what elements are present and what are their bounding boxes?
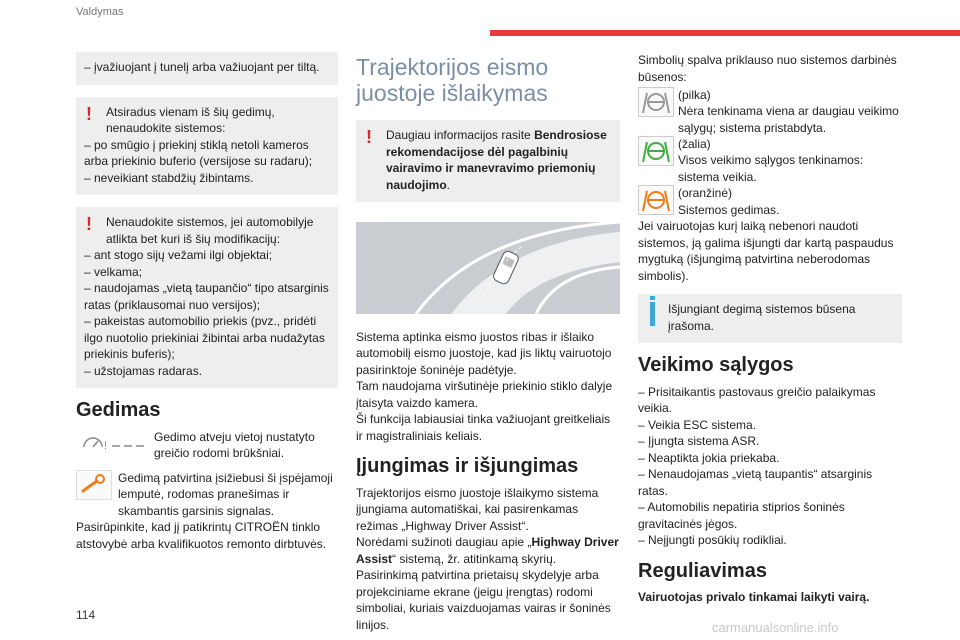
intro-box (76, 52, 338, 85)
section-title: Trajektorijos eismo juostoje išlaikymas (356, 54, 549, 106)
state-color-label: (pilka) (678, 88, 711, 102)
fault-row-lamp (76, 470, 338, 553)
condition-item: – Neaptikta jokia priekaba. (638, 450, 780, 465)
state-green (638, 136, 902, 185)
onoff-p2b: Highway Driver Assist (356, 535, 619, 566)
warning-lead: Atsiradus vienam iš šių gedimų, nenaudokite sistemos: (106, 104, 275, 135)
warning-item: – po smūgio į priekinį stiklą netoli kameros arba priekinio buferio (versijose su radaru); (84, 137, 313, 168)
lane-keeping-icon (638, 136, 674, 166)
condition-item: – Įjungta sistema ASR. (638, 434, 760, 448)
state-grey (638, 87, 902, 136)
column-1 (76, 52, 338, 552)
fault-text-dealer: Pasirūpinkite, kad jį patikrintų CITROËN tinklo atstovybė arba kvalifikuotos remonto dirbtuvės. (76, 520, 327, 551)
warning-box-modifications (76, 207, 338, 388)
warning-box-faults (76, 97, 338, 196)
section-header: Valdymas (76, 6, 124, 18)
warning-lead: Nenaudokite sistemos, jei automobilyje atlikta bet kuri iš šių modifikacijų: (106, 215, 314, 246)
description (356, 329, 620, 445)
condition-item: – Veikia ESC sistema. (638, 417, 757, 432)
condition-item: – Nenaudojamas „vietą taupantis“ atsarginis ratas. (638, 467, 873, 498)
warning-item: – naudojamas „vietą taupančio“ tipo atsarginis ratas (priklausomai nuo versijos); (84, 281, 329, 312)
adjust-heading: Reguliavimas (638, 559, 767, 582)
note-text (364, 127, 612, 193)
note-bold: Bendrosiose rekomendacijose dėl pagalbinių vairavimo ir manevravimo priemonių naudojimo (386, 128, 607, 192)
warning-exclamation-icon: ! (366, 127, 372, 147)
disable-text: Jei vairuotojas kurį laiką nebenori naudoti sistemos, ją galima išjungti dar kartą paspaudus mygtuką (išjungimą patvirtina neberodomas simbolis). (638, 219, 894, 283)
header-accent-bar (490, 30, 960, 36)
state-color-label: (oranžinė) (678, 186, 733, 200)
warning-item: – neveikiant stabdžių žibintams. (84, 170, 254, 185)
onoff-p2c: “ sistemą, žr. atitinkamą skyrių. (392, 551, 557, 566)
lane-keeping-icon (638, 87, 674, 117)
column-2 (356, 52, 620, 633)
state-desc: Sistemos gedimas. (678, 202, 780, 217)
onoff-heading: Įjungimas ir išjungimas (356, 455, 579, 477)
fault-row-speed (76, 429, 338, 462)
warning-item: – velkama; (84, 264, 143, 279)
state-desc: Visos veikimo sąlygos tenkinamos: sistema veikia. (678, 153, 864, 184)
onoff-p2a: Norėdami sužinoti daugiau apie „ (356, 535, 532, 549)
condition-item: – Prisitaikantis pastovaus greičio palaikymas veikia. (638, 384, 876, 415)
watermark: carmanualsonline.info (712, 620, 839, 635)
condition-item: – Neįjungti posūkių rodikliai. (638, 533, 787, 547)
svg-text:!: ! (104, 439, 108, 452)
onoff-p3: Pasirinkimą patvirtina prietaisų skydelyje arba projekciniame ekrane (jeigu įrengtas) rodomi simboliai, kuriais vaizduojamas vairas ir šoninės linijos. (356, 568, 611, 632)
service-wrench-icon (76, 470, 112, 500)
state-orange (638, 185, 902, 218)
state-desc: Nėra tenkinama viena ar daugiau veikimo sąlygų; sistema pristabdyta. (678, 104, 899, 135)
fault-heading: Gedimas (76, 399, 161, 421)
warning-item: – užstojamas radaras. (84, 363, 203, 378)
adjust-text: Vairuotojas privalo tinkamai laikyti vairą. (638, 590, 870, 604)
speed-dashes-icon (76, 429, 148, 459)
conditions-heading: Veikimo sąlygos (638, 354, 794, 376)
onoff-text (356, 485, 620, 634)
info-box (638, 294, 902, 343)
info-text: Išjungiant degimą sistemos būsena įrašoma. (668, 302, 856, 333)
warning-item: – ant stogo sijų vežami ilgi objektai; (84, 248, 273, 262)
column-3 (638, 52, 902, 606)
lane-keeping-illustration (356, 222, 620, 314)
intro-line: – įvažiuojant į tunelį arba važiuojant per tiltą. (84, 60, 320, 74)
desc-line: Ši funkcija labiausiai tinka važiuojant greitkeliais ir magistraliniais keliais. (356, 412, 611, 443)
page-number: 114 (76, 608, 96, 622)
onoff-p2 (356, 534, 620, 567)
conditions-list (638, 384, 902, 549)
onoff-p1: Trajektorijos eismo juostoje išlaikymo sistema įjungiama automatiškai, kai pasirenkamas režimas „Highway Driver Assist“. (356, 485, 599, 533)
info-note-box (356, 120, 620, 202)
fault-text-lamp: Gedimą patvirtina įsižiebusi ši įspėjamoji lemputė, rodomas pranešimas ir skambantis garsinis signalas. (118, 470, 333, 518)
info-icon (650, 302, 655, 326)
warning-exclamation-icon: ! (86, 214, 92, 234)
warning-item: – pakeistas automobilio priekis (pvz., pridėti ilgo nuotolio priekiniai žibintai arba nudažytas priekinis buferis); (84, 314, 325, 361)
states-intro: Simbolių spalva priklauso nuo sistemos darbinės būsenos: (638, 53, 897, 84)
state-color-label: (žalia) (678, 137, 711, 151)
warning-exclamation-icon: ! (86, 103, 92, 124)
note-lead: Daugiau informacijos rasite (386, 128, 535, 142)
desc-line: Tam naudojama viršutinėje priekinio stiklo dalyje įtaisyta vaizdo kamera. (356, 379, 613, 410)
note-end: . (446, 177, 451, 192)
lane-keeping-icon (638, 185, 674, 215)
condition-item: – Automobilis nepatiria stiprios šoninės gravitacinės jėgos. (638, 500, 845, 531)
desc-line: Sistema aptinka eismo juostos ribas ir išlaiko automobilį eismo juostoje, kad jis liktų vairuotojo pasirinktoje šoninėje padėtyje. (356, 329, 612, 377)
fault-text-speed: Gedimo atveju vietoj nustatyto greičio rodomi brūkšniai. (154, 429, 315, 460)
